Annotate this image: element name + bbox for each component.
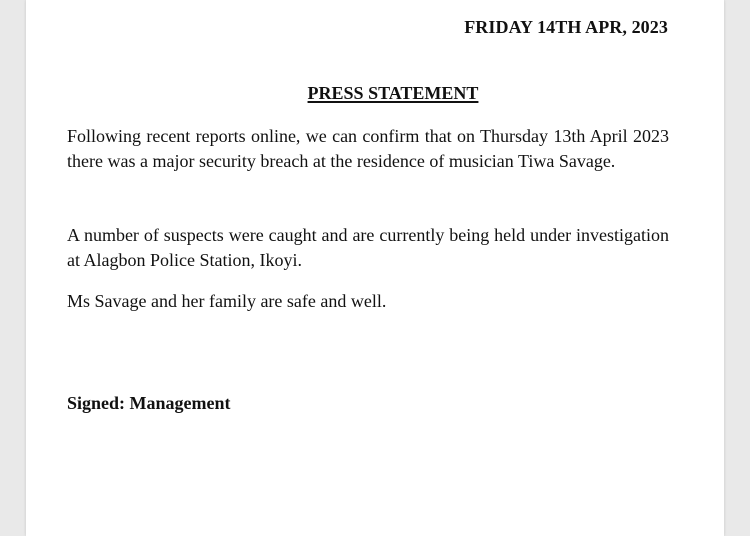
paragraph-suspects: A number of suspects were caught and are currently being held under investigation at Alagbon Police Station, Ikoyi.	[67, 225, 669, 270]
statement-title: PRESS STATEMENT	[307, 83, 479, 103]
paragraph-security-breach: Following recent reports online, we can confirm that on Thursday 13th April 2023 there was a major security breach at the residence of musician Tiwa Savage.	[67, 126, 669, 171]
press-statement-page	[26, 0, 724, 536]
statement-title-container	[26, 83, 724, 104]
signature-line: Signed: Management	[67, 393, 231, 413]
statement-date: FRIDAY 14TH APR, 2023	[464, 17, 668, 37]
paragraph-family-safe: Ms Savage and her family are safe and well.	[67, 291, 387, 311]
